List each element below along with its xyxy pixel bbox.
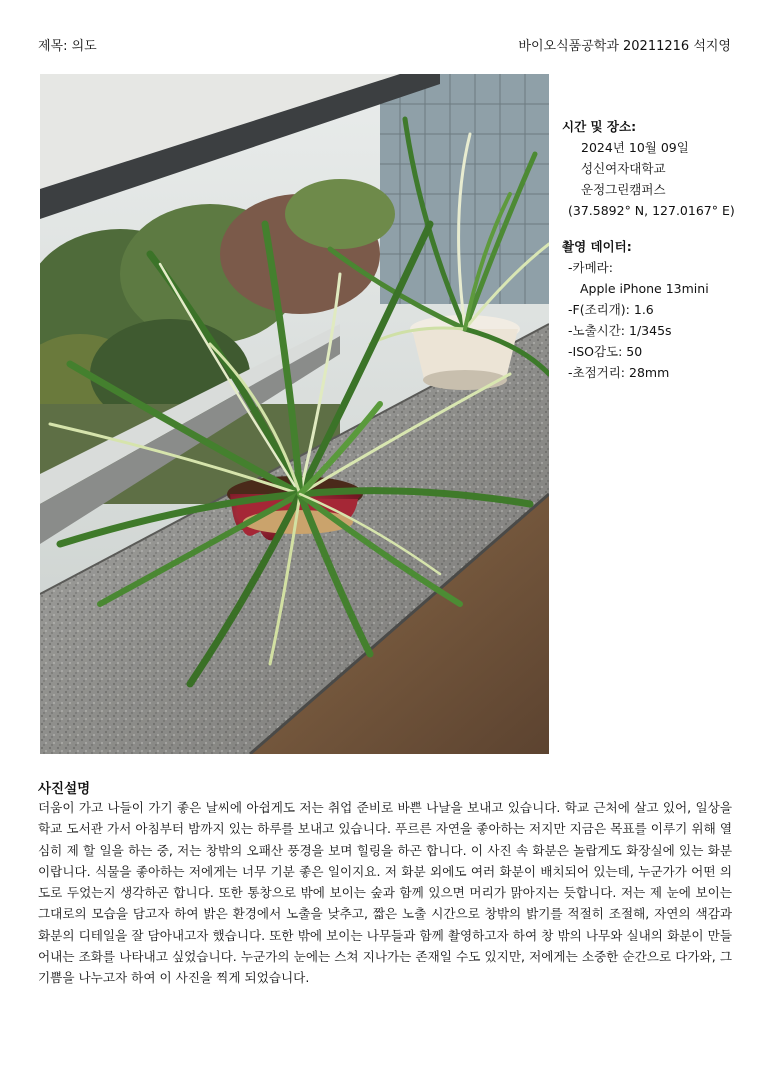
description-title: 사진설명 [38,781,91,797]
shutter-speed: -노출시간: 1/345s [568,323,672,338]
author-info: 바이오식품공학과 20211216 석지영 [518,39,731,54]
shoot-date: 2024년 10월 09일 [581,140,689,155]
description-body: 더움이 가고 나들이 가기 좋은 날씨에 아쉽게도 저는 취업 준비로 바쁜 나날을 보내고 있습니다. 학교 근처에 살고 있어, 일상을 학교 도서관 가서 아침부터 밤까지 있는 하루를 보내고 있습니다. 푸르른 자연을 좋아하는 저지만 지금은 목표를 이루기 위해 열심히 제 할 일을 하는 중, 저는 창밖의 오패산 풍경을 보며 힐링을 하곤 합니다. 이 사진 속 화분은 놀랍게도 화장실에 있는 화분이랍니다. 식물을 좋아하는 저에게는 너무 기분 좋은 일이지요. 저 화분 외에도 여러 화분이 배치되어 있는데, 누군가가 어떤 의도로 두었는지 생각하곤 합니다. 또한 통창으로 밖에 보이는 숲과 함께 있으면 머리가 맑아지는 듯합니다. 저는 제 눈에 보이는 그대로의 모습을 담고자 하여 밝은 환경에서 노출을 낮추고, 짧은 노출 시간으로 창밖의 밝기를 적절히 조절해, 자연의 색감과 화분의 디테일을 잘 담아내고자 했습니다. 또한 밖에 보이는 나무들과 함께 촬영하고자 하여 창 밖의 나무와 실내의 화분이 만들어내는 조화를 나타내고 싶었습니다. 누군가의 눈에는 스쳐 지나가는 존재일 수도 있지만, 저에게는 소중한 순간으로 다가와, 그 기쁨을 나누고자 하여 이 사진을 찍게 되었습니다. [38,800,732,986]
shoot-data-heading: 촬영 데이터: [562,239,632,254]
camera-value: Apple iPhone 13mini [580,281,709,296]
document-title: 제목: 의도 [38,39,97,54]
camera-label: -카메라: [568,260,613,275]
coordinates: (37.5892° N, 127.0167° E) [568,203,735,218]
time-place-heading: 시간 및 장소: [562,119,637,134]
photo-info-panel [562,116,762,383]
iso-value: -ISO감도: 50 [568,344,643,359]
aperture: -F(조리개): 1.6 [568,302,654,317]
plant-photo [40,74,549,754]
campus-name: 운정그린캠퍼스 [581,182,666,197]
school-name: 성신여자대학교 [581,161,666,176]
focal-length: -초점거리: 28mm [568,365,670,380]
